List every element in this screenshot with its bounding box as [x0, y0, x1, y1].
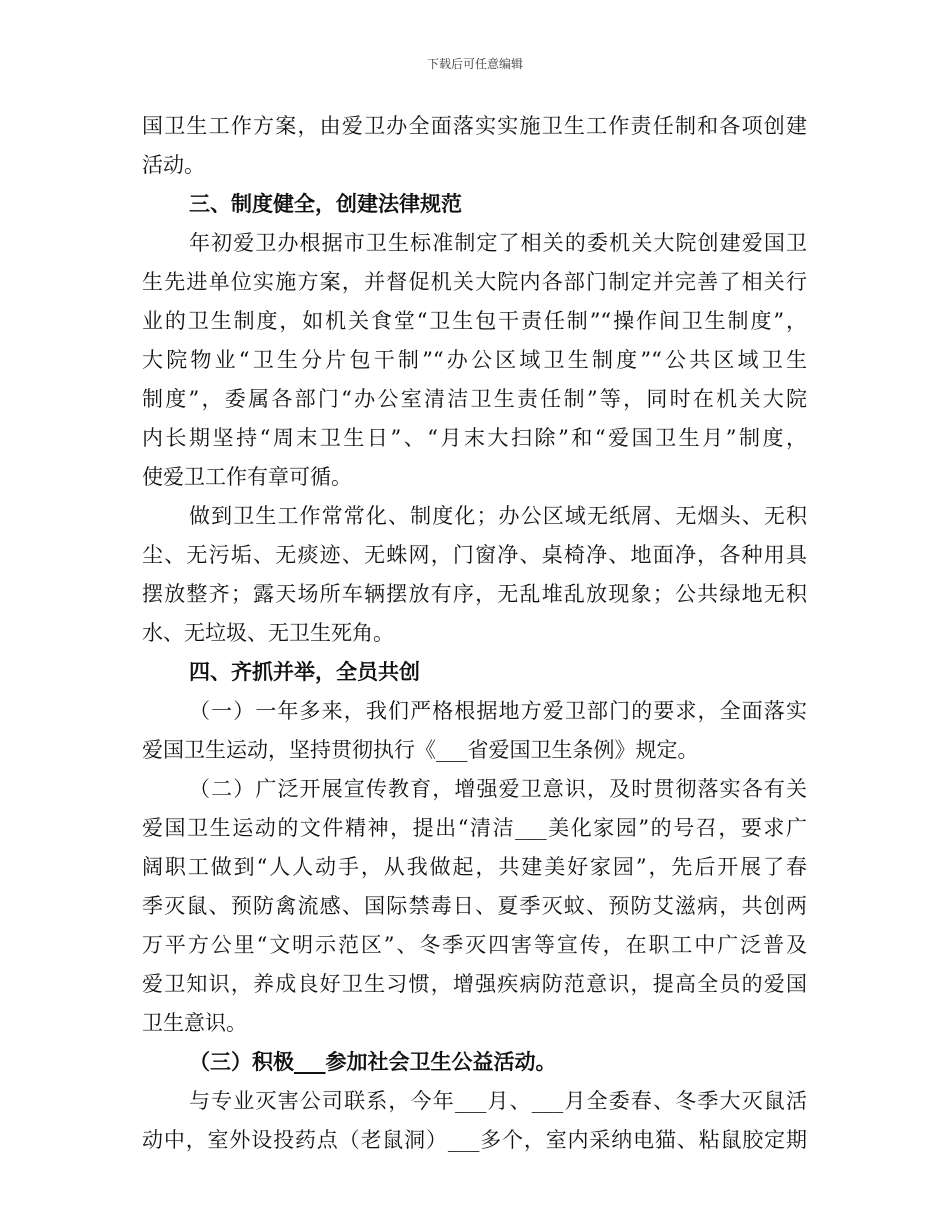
body-line: 活动。 — [142, 153, 205, 177]
body-line: 年初爱卫办根据市卫生标准制定了相关的委机关大院创建爱国卫 — [189, 231, 807, 255]
body-line: 卫生意识。 — [142, 1011, 247, 1035]
body-line: （二）广泛开展宣传教育，增强爱卫意识，及时贯彻落实各有关 — [189, 777, 807, 801]
body-line: 阔职工做到“人人动手，从我做起，共建美好家园”，先后开展了春 — [142, 855, 807, 879]
section-heading: （三）积极___参加社会卫生公益活动。 — [189, 1049, 557, 1074]
body-line: 与专业灭害公司联系，今年___月、___月全委春、冬季大灭鼠活 — [189, 1089, 807, 1113]
section-heading: 三、制度健全，创建法律规范 — [189, 191, 462, 216]
body-line: 生先进单位实施方案，并督促机关大院内各部门制定并完善了相关行 — [142, 270, 807, 294]
body-line: 内长期坚持“周末卫生日”、“月末大扫除”和“爱国卫生月”制度， — [142, 426, 807, 450]
body-line: （一）一年多来，我们严格根据地方爱卫部门的要求，全面落实 — [189, 699, 807, 723]
body-line: 万平方公里“文明示范区”、冬季灭四害等宣传，在职工中广泛普及 — [142, 933, 807, 957]
body-line: 大院物业“卫生分片包干制”“办公区域卫生制度”“公共区域卫生 — [142, 348, 807, 372]
body-line: 爱国卫生运动的文件精神，提出“清洁___美化家园”的号召，要求广 — [142, 816, 807, 840]
body-line: 做到卫生工作常常化、制度化；办公区域无纸屑、无烟头、无积 — [189, 504, 807, 528]
body-line: 爱卫知识，养成良好卫生习惯，增强疾病防范意识，提高全员的爱国 — [142, 972, 807, 996]
body-line: 季灭鼠、预防禽流感、国际禁毒日、夏季灭蚊、预防艾滋病，共创两 — [142, 894, 807, 918]
body-line: 业的卫生制度，如机关食堂“卫生包干责任制”“操作间卫生制度”， — [142, 309, 807, 333]
section-heading: 四、齐抓并举，全员共创 — [189, 659, 420, 684]
body-line: 动中，室外设投药点（老鼠洞）___多个，室内采纳电猫、粘鼠胶定期 — [142, 1128, 807, 1152]
body-line: 国卫生工作方案，由爱卫办全面落实实施卫生工作责任制和各项创建 — [142, 114, 807, 138]
body-line: 使爱卫工作有章可循。 — [142, 465, 352, 489]
body-line: 尘、无污垢、无痰迹、无蛛网，门窗净、桌椅净、地面净，各种用具 — [142, 543, 807, 567]
page-header: 下载后可任意编辑 — [426, 57, 523, 71]
body-line: 爱国卫生运动，坚持贯彻执行《___省爱国卫生条例》规定。 — [142, 738, 699, 762]
body-line: 制度”，委属各部门“办公室清洁卫生责任制”等，同时在机关大院 — [142, 387, 807, 411]
body-line: 水、无垃圾、无卫生死角。 — [142, 621, 394, 645]
body-line: 摆放整齐；露天场所车辆摆放有序，无乱堆乱放现象；公共绿地无积 — [142, 582, 807, 606]
